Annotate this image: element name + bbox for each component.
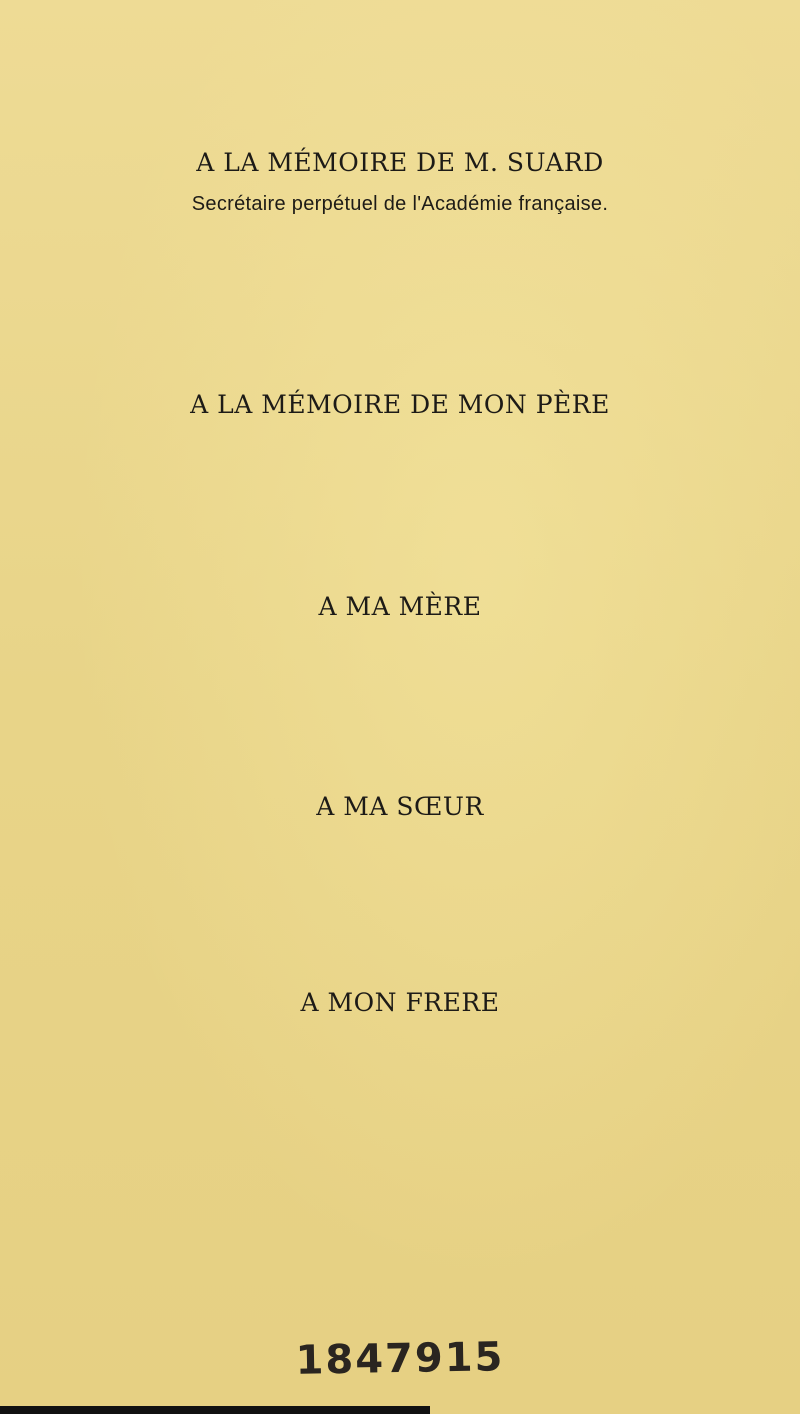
dedication-suard-title: A LA MÉMOIRE DE M. SUARD xyxy=(196,148,604,177)
dedication-frere: A MON FRERE xyxy=(300,988,500,1017)
dedication-pere: A LA MÉMOIRE DE MON PÈRE xyxy=(190,390,610,419)
show-through-1 xyxy=(0,300,800,380)
handwritten-shelf-mark: 1847915 xyxy=(295,1334,505,1384)
dedication-suard-subtitle: Secrétaire perpétuel de l'Académie française. xyxy=(191,193,609,215)
dedication-soeur: A MA SŒUR xyxy=(316,792,484,821)
scan-edge-bar xyxy=(0,1406,430,1414)
dedication-mere: A MA MÈRE xyxy=(318,592,482,621)
